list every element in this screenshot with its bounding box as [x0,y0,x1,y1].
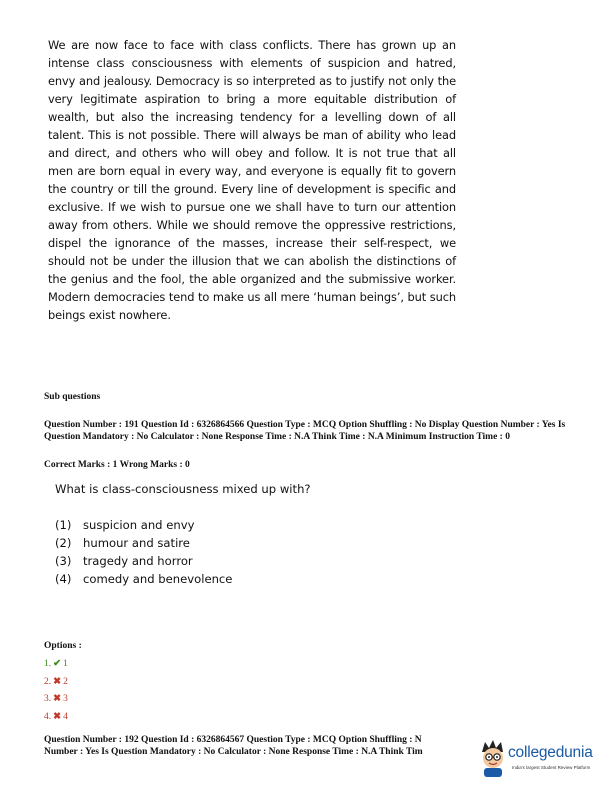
choice-2 [55,534,232,552]
comprehension-passage: We are now face to face with class conflicts. There has grown up an intense class consciousness with elements of suspicion and hatred, envy and jealousy. Democracy is so interpreted as to justify not only the very legitimate aspiration to bring a more equitable distribution of wealth, but also the increasing tendency for a levelling down of all talent. This is not possible. There will always be man of ability who lead and direct, and others who will obey and follow. It is not true that all men are born equal in every way, and everyone is equally fit to govern the country or till the ground. Every line of development is specific and exclusive. If we wish to pursue one we shall have to turn our attention away from others. While we should remove the oppressive restrictions, dispel the ignorance of the masses, increase their self-respect, we should not be under the illusion that we can abolish the distinctions of the genius and the fool, the able organized and the submissive worker. Modern democracies tend to make us all mere ‘human beings’, but such beings exist nowhere. [48,38,456,322]
choice-3 [55,552,232,570]
option-prefix: 2. [44,676,52,687]
options-heading: Options : [44,641,82,651]
question-191-choices [55,516,232,588]
choice-number: (4) [55,572,72,586]
sub-questions-heading: Sub questions [44,392,101,402]
options-list [44,656,68,726]
option-prefix: 1. [44,659,52,669]
option-1 [44,656,68,674]
question-191-marks: Correct Marks : 1 Wrong Marks : 0 [44,460,190,470]
choice-text: comedy and benevolence [83,572,233,586]
collegedunia-logo [476,736,606,780]
choice-number: (3) [55,554,72,568]
option-value: 4 [63,711,68,722]
choice-number: (1) [55,518,72,532]
brand-tagline: India's largest Student Review Platform [512,765,591,770]
question-192-meta-line-1: Question Number : 192 Question Id : 6326864567 Question Type : MCQ Option Shuffling : N [44,735,422,745]
question-191-text: What is class-consciousness mixed up with? [55,482,311,496]
option-4 [44,709,68,727]
choice-4 [55,570,232,588]
choice-1 [55,516,232,534]
option-2 [44,674,68,692]
question-192-meta [44,735,464,758]
check-icon: ✔ [53,659,62,669]
cross-icon: ✖ [53,711,62,722]
option-value: 1 [63,659,68,669]
cross-icon: ✖ [53,676,62,687]
option-3 [44,691,68,709]
question-191-meta: Question Number : 191 Question Id : 6326864566 Question Type : MCQ Option Shuffling : No Display Question Number : Yes Is Question Mandatory : No Calculator : None Response Time : N.A Think Time : N.A Minimum Instruction Time : 0 [44,420,566,442]
choice-number: (2) [55,536,72,550]
option-value: 3 [63,694,68,704]
option-value: 2 [63,676,68,687]
question-192-meta-line-2: Number : Yes Is Question Mandatory : No Calculator : None Response Time : N.A Think Tim [44,746,423,757]
choice-text: tragedy and horror [83,554,193,568]
option-prefix: 3. [44,694,52,704]
brand-name: collegedunia [508,744,593,761]
cross-icon: ✖ [53,694,62,704]
choice-text: suspicion and envy [83,518,195,532]
mascot-icon [476,738,510,778]
option-prefix: 4. [44,711,52,722]
choice-text: humour and satire [83,536,190,550]
